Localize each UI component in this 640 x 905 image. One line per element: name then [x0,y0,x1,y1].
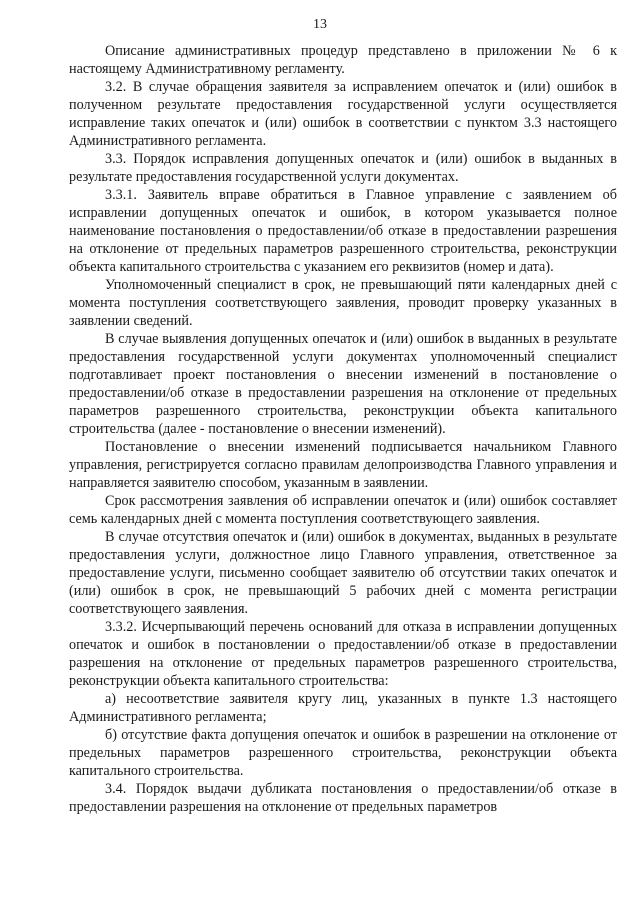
document-body [69,42,617,816]
paragraph: Описание административных процедур представлено в приложении № 6 к настоящему Административному регламенту. [69,43,617,77]
page-number: 13 [313,17,327,32]
paragraph: 3.4. Порядок выдачи дубликата постановления о предоставлении/об отказе в предоставлении разрешения на отклонение от предельных параметров [69,781,617,815]
paragraph: а) несоответствие заявителя кругу лиц, указанных в пункте 1.3 настоящего Административного регламента; [69,691,617,725]
paragraph: 3.3. Порядок исправления допущенных опечаток и (или) ошибок в выданных в результате предоставления государственной услуги документах. [69,151,617,185]
paragraph: 3.2. В случае обращения заявителя за исправлением опечаток и (или) ошибок в полученном результате предоставления государственной услуги осуществляется исправление таких опечаток и (или) ошибок в соответствии с пунктом 3.3 настоящего Административного регламента. [69,79,617,149]
paragraph: В случае выявления допущенных опечаток и (или) ошибок в выданных в результате предоставления государственной услуги документах уполномоченный специалист подготавливает проект постановления о внесении изменений в постановление о предоставлении/об отказе в предоставлении разрешения на отклонение от предельных параметров разрешенного строительства, реконструкции объекта капитального строительства (далее - постановление о внесении изменений). [69,331,617,437]
paragraph: б) отсутствие факта допущения опечаток и ошибок в разрешении на отклонение от предельных параметров разрешенного строительства, реконструкции объекта капитального строительства. [69,727,617,779]
paragraph: 3.3.2. Исчерпывающий перечень оснований для отказа в исправлении допущенных опечаток и ошибок в постановлении о предоставлении/об отказе в предоставлении разрешения на отклонение от предельных параметров разрешенного строительства, реконструкции объекта капитального строительства: [69,619,617,689]
paragraph: Уполномоченный специалист в срок, не превышающий пяти календарных дней с момента поступления соответствующего заявления, проводит проверку указанных в заявлении сведений. [69,277,617,329]
paragraph: Постановление о внесении изменений подписывается начальником Главного управления, регистрируется согласно правилам делопроизводства Главного управления и направляется заявителю способом, указанным в заявлении. [69,439,617,491]
paragraph: В случае отсутствия опечаток и (или) ошибок в документах, выданных в результате предоставления услуги, должностное лицо Главного управления, ответственное за предоставление услуги, письменно сообщает заявителю об отсутствии таких опечаток и (или) ошибок в срок, не превышающий 5 рабочих дней с момента регистрации соответствующего заявления. [69,529,617,617]
paragraph: Срок рассмотрения заявления об исправлении опечаток и (или) ошибок составляет семь календарных дней с момента поступления соответствующего заявления. [69,493,617,527]
paragraph: 3.3.1. Заявитель вправе обратиться в Главное управление с заявлением об исправлении допущенных опечаток и ошибок, в котором указывается полное наименование постановления о предоставлении/об отказе в предоставлении разрешения на отклонение от предельных параметров разрешенного строительства, реконструкции объекта капитального строительства с указанием его реквизитов (номер и дата). [69,187,617,275]
